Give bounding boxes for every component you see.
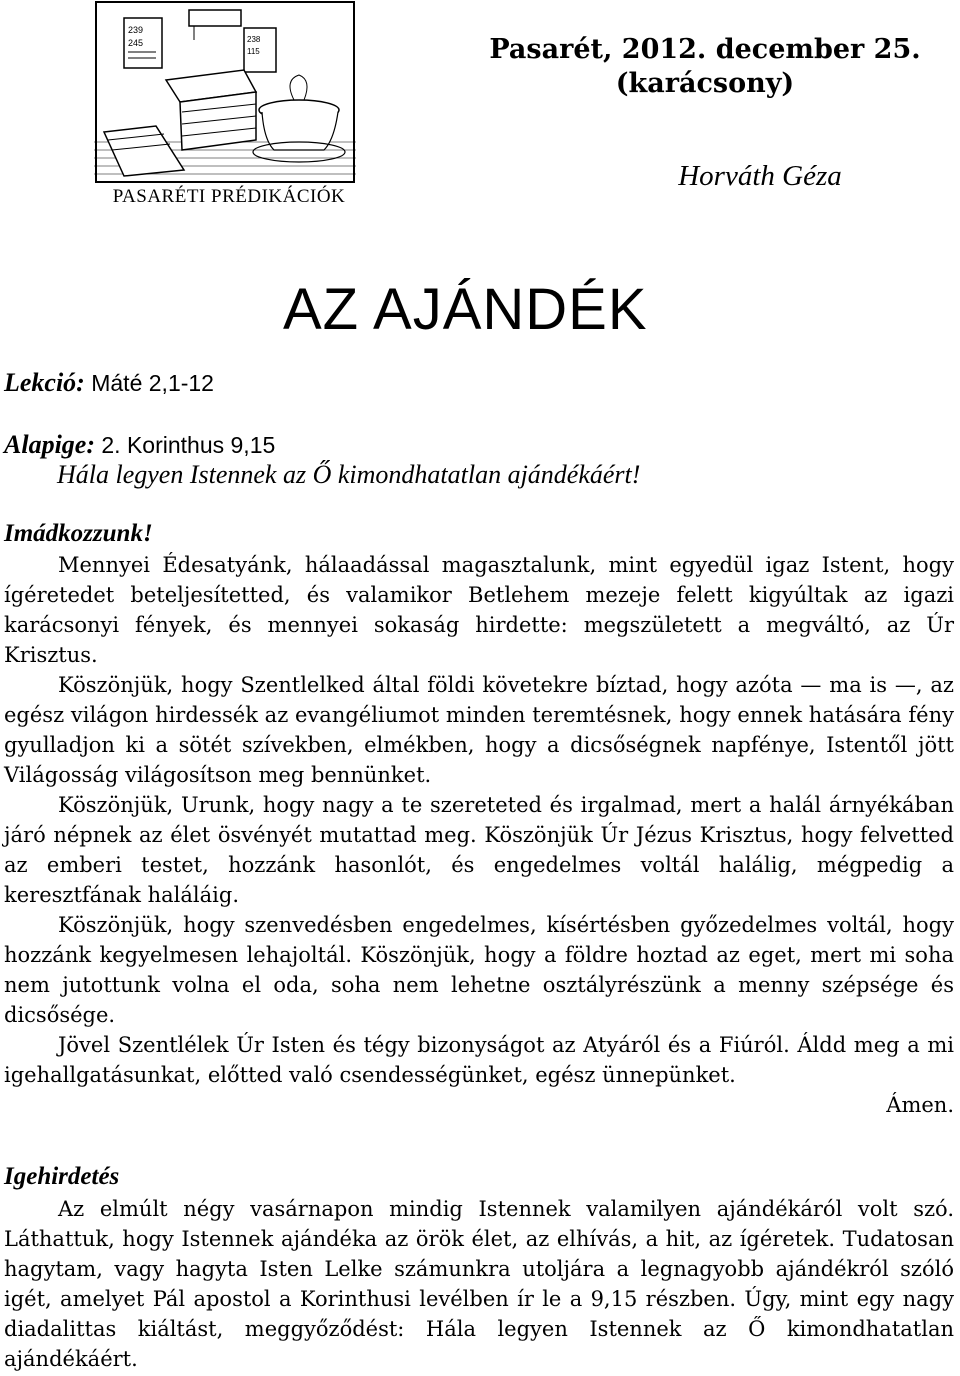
prayer-paragraph: Jövel Szentlélek Úr Isten és tégy bizonyságot az Atyáról és a Fiúról. Áldd meg a mi igehallgatásunkat, előtted való csendességünket, egész ünnepünket. — [4, 1033, 954, 1087]
prayer-paragraph: Köszönjük, hogy szenvedésben engedelmes, kísértésben győzedelmes voltál, hogy hozzánk kegyelmesen lehajoltál. Köszönjük, hogy a földre hoztad az eget, mert mi soha nem jutottunk volna el oda, soha nem lehetne osztályrészünk a menny szépsége és dicsősége. — [4, 913, 954, 1027]
church-interior-logo — [94, 0, 356, 184]
alapige-reference: 2. Korinthus 9,15 — [95, 432, 276, 458]
sermon-date: Pasarét, 2012. december 25. — [489, 34, 921, 65]
sermon-occasion: (karácsony) — [615, 68, 795, 99]
hymn-board-left — [124, 18, 162, 68]
prayer-paragraph: Mennyei Édesatyánk, hálaadással magasztalunk, mint egyedül igaz Istent, hogy ígéretedet beteljesítetted, és valamikor Betlehem mezeje felett kigyúltak az igazi karácsonyi fények, és mennyei sokaság hirdette: megszületett a megváltó, az Úr Krisztus. — [4, 553, 954, 667]
hymn-number: 245 — [128, 38, 144, 48]
prayer-paragraph: Köszönjük, Urunk, hogy nagy a te szereteted és irgalmad, mert a halál árnyékában járó népnek az élet ösvényét mutattad meg. Köszönjük Úr Jézus Krisztus, hogy felvetted az emberi testet, hozzánk hasonlót, és engedelmes voltál halálig, mégpedig a keresztfának haláláig. — [4, 793, 954, 907]
prayer-paragraph: Köszönjük, hogy Szentlelked által földi követekre bíztad, hogy azóta — ma is —, az egész világon hirdessék az evangéliumot minden teremtésnek, hogy ennek hatására fény gyulladjon ki a sötét szívekben, elmékben, hogy a dicsőségnek napfénye, Istentől jött Világosság világosítson meg bennünket. — [4, 673, 954, 787]
hymn-number: 238 — [247, 35, 261, 44]
lekcio-label: Lekció: — [4, 368, 85, 397]
sermon-heading: Igehirdetés — [4, 1163, 120, 1190]
alapige-verse: Hála legyen Istennek az Ő kimondhatatlan ajándékáért! — [57, 460, 641, 489]
hymn-number: 239 — [128, 25, 144, 35]
prayer-body — [4, 550, 954, 1120]
lekcio-line — [4, 368, 214, 398]
sermon-title: AZ AJÁNDÉK — [283, 277, 648, 342]
hymn-board-right — [244, 28, 276, 72]
logo-caption: PASARÉTI PRÉDIKÁCIÓK — [112, 186, 346, 207]
lekcio-reference: Máté 2,1-12 — [84, 370, 214, 396]
alapige-label: Alapige: — [4, 430, 95, 459]
alapige-line — [4, 430, 275, 460]
author-name: Horváth Géza — [678, 160, 842, 192]
hymn-number: 115 — [247, 47, 260, 56]
sermon-body — [4, 1194, 954, 1374]
prayer-heading: Imádkozzunk! — [4, 520, 153, 547]
prayer-amen: Ámen. — [886, 1093, 954, 1117]
sermon-paragraph: Az elmúlt négy vasárnapon mindig Istennek valamilyen ajándékáról volt szó. Láthattuk, hogy Istennek ajándéka az örök élet, az elhívás, a hit, az ígéretek. Tudatosan hagytam, vagy hagyta Isten Lelke számunkra utoljára a legnagyobb ajándékról szóló igét, amelyet Pál apostol a Korinthusi levélben ír le a 9,15 részben. Úgy, mint egy nagy diadalittas kiáltást, meggyőződést: Hála legyen Istennek az Ő kimondhatatlan ajándékáért. — [4, 1197, 954, 1371]
